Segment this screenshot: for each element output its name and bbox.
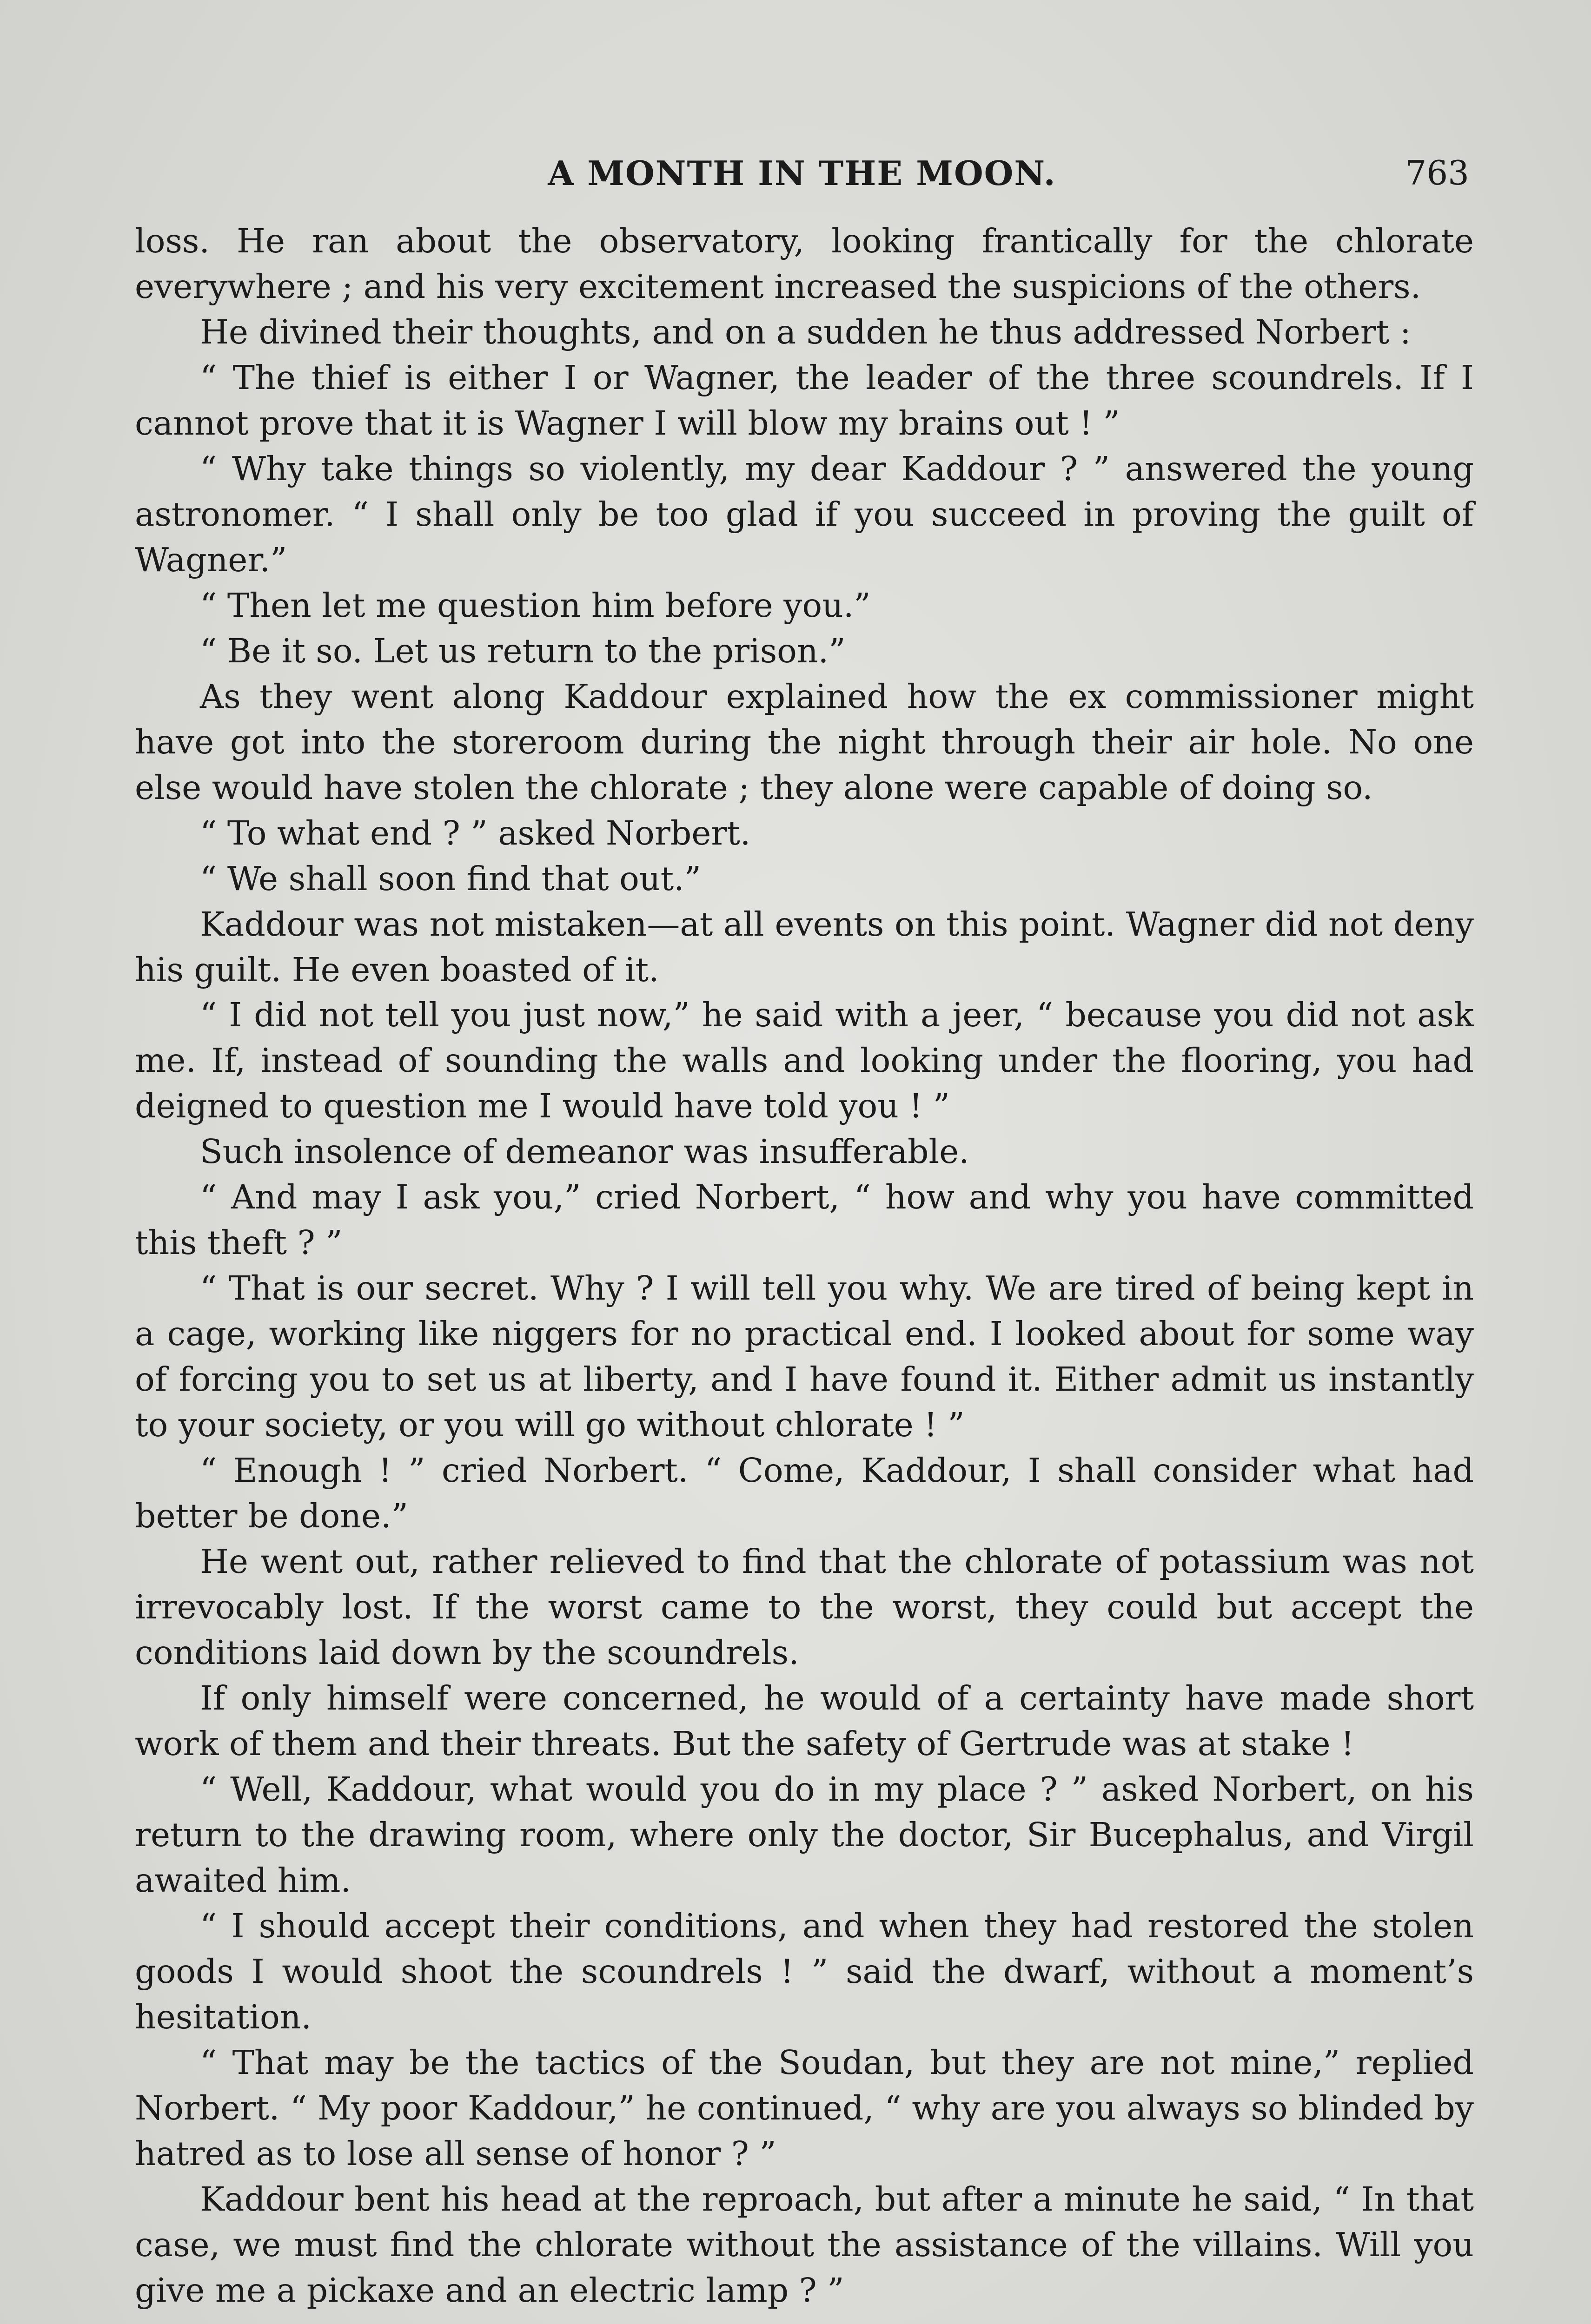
paragraph: “ And may I ask you,” cried Norbert, “ how and why you have committed this theft ? ” (135, 1178, 1474, 1262)
paragraph: loss. He ran about the observatory, looking frantically for the chlorate everywhere ; and his very excitement increased the suspicions of the others. (135, 222, 1474, 306)
paragraph: “ That may be the tactics of the Soudan, but they are not mine,” replied Norbert. “ My poor Kaddour,” he continued, “ why are you always so blinded by hatred as to lose all sense of honor ? ” (135, 2043, 1474, 2173)
paragraph: “ Be it so. Let us return to the prison.” (200, 631, 846, 670)
paragraph: “ The thief is either I or Wagner, the leader of the three scoundrels. If I cannot prove that it is Wagner I will blow my brains out ! ” (135, 358, 1474, 442)
paragraph: As they went along Kaddour explained how the ex commissioner might have got into the storeroom during the night through their air hole. No one else would have stolen the chlorate ; they alone were capable of doing so. (135, 677, 1474, 807)
paragraph: Kaddour was not mistaken—at all events on this point. Wagner did not deny his guilt. He even boasted of it. (135, 905, 1474, 989)
paragraph: Kaddour bent his head at the reproach, but after a minute he said, “ In that case, we must find the chlorate without the assistance of the villains. Will you give me a pickaxe and an electric lamp ? ” (135, 2179, 1474, 2310)
paragraph: “ I did not tell you just now,” he said with a jeer, “ because you did not ask me. If, instead of sounding the walls and looking under the flooring, you had deigned to question me I would have told you ! ” (135, 996, 1474, 1126)
body-text (135, 218, 1474, 2313)
paragraph: “ Well, Kaddour, what would you do in my place ? ” asked Norbert, on his return to the drawing room, where only the doctor, Sir Bucephalus, and Virgil awaited him. (135, 1769, 1474, 1900)
page-number: 763 (1405, 153, 1469, 192)
paragraph: Such insolence of demeanor was insufferable. (200, 1132, 969, 1171)
paragraph: “ Enough ! ” cried Norbert. “ Come, Kaddour, I shall consider what had better be done.” (135, 1451, 1474, 1536)
paragraph: “ Why take things so violently, my dear Kaddour ? ” answered the young astronomer. “ I shall only be too glad if you succeed in proving the guilt of Wagner.” (135, 449, 1474, 579)
paragraph: If only himself were concerned, he would of a certainty have made short work of them and their threats. But the safety of Gertrude was at stake ! (135, 1679, 1474, 1763)
page-header (135, 153, 1469, 209)
paragraph: “ I should accept their conditions, and when they had restored the stolen goods I would shoot the scoundrels ! ” said the dwarf, without a moment’s hesitation. (135, 1906, 1474, 2036)
paragraph: “ To what end ? ” asked Norbert. (200, 813, 751, 852)
running-title: A MONTH IN THE MOON. (548, 153, 1056, 193)
paragraph: “ We shall soon find that out.” (200, 859, 702, 898)
paragraph: “ Then let me question him before you.” (200, 586, 871, 625)
paragraph: “ That is our secret. Why ? I will tell you why. We are tired of being kept in a cage, working like niggers for no practical end. I looked about for some way of forcing you to set us at liberty, and I have found it. Either admit us instantly to your society, or you will go without chlorate ! ” (135, 1269, 1474, 1445)
paragraph: He went out, rather relieved to find that the chlorate of potassium was not irrevocably lost. If the worst came to the worst, they could but accept the conditions laid down by the scoundrels. (135, 1542, 1474, 1672)
paragraph: He divined their thoughts, and on a sudden he thus addressed Norbert : (200, 312, 1411, 351)
